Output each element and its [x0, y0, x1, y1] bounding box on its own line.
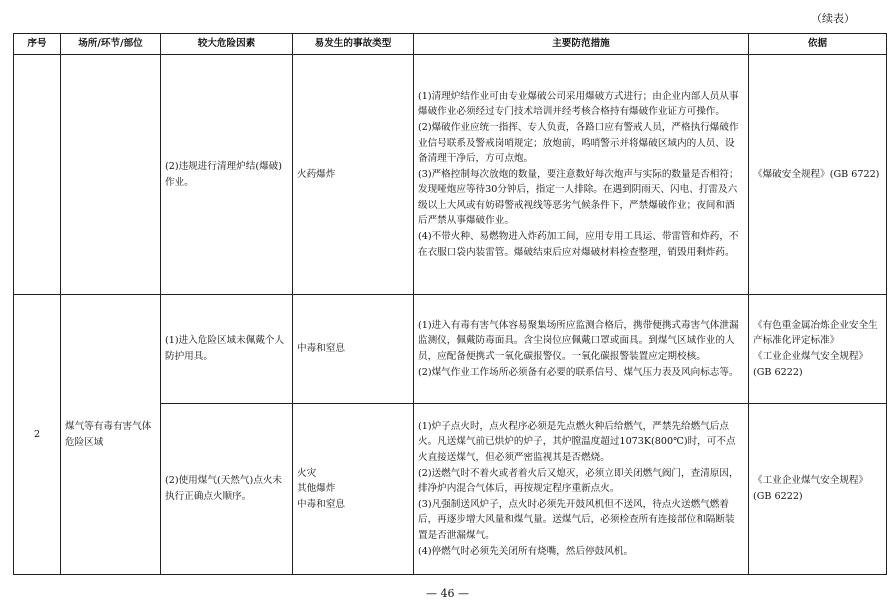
header-hazard: 较大危险因素: [161, 34, 293, 55]
header-seq: 序号: [14, 34, 61, 55]
header-location: 场所/环节/部位: [61, 34, 161, 55]
measure-item: (1)进入有毒有害气体容易聚集场所应监测合格后，携带便携式毒害气体泄漏监测仪，佩戴防毒面具。含尘岗位应佩戴口罩或面具。到煤气区域作业的人员，应配备便携式一氧化碳报警仪。一氧化碳报警装置应定期校核。: [418, 319, 739, 362]
measure-item: (2)爆破作业应统一指挥、专人负责，各路口应有警戒人员，严格执行爆破作业信号联系及警戒岗哨规定；放炮前，鸣哨警示并将爆破区域内的人员、设备清理干净后，方可点炮。: [418, 121, 739, 165]
hazard-cell: (2)使用煤气(天然气)点火未执行正确点火顺序。: [161, 404, 293, 575]
measure-item: (3)严格控制每次放炮的数量，要注意数好每次炮声与实际的数量是否相符；发现哑炮应等待30分钟后，指定一人排除。在遇到阴雨天、闪电、打雷及六级以上大风或有妨碍警戒视线等恶劣气候条件下，严禁爆破作业；夜间和酒后严禁从事爆破作业。: [418, 168, 739, 227]
seq-cell: 2: [14, 295, 61, 575]
measure-item: (4)停燃气时必须先关闭所有烧嘴，然后停鼓风机。: [418, 545, 634, 557]
measure-item: (4)不带火种、易燃物进入炸药加工间，应用专用工具运、带雷管和炸药，不在衣服口袋内装雷管。爆破结束后应对爆破材料检查整理，销毁用剩炸药。: [418, 231, 739, 258]
page-number: — 46 —: [426, 587, 469, 600]
measures-cell: [414, 55, 749, 295]
hazard-table: [13, 33, 887, 575]
measure-item: (2)送燃气时不着火或者着火后又熄灭，必须立即关闭燃气阀门，查清原因，排净炉内混合气体后，再按规定程序重新点火。: [418, 467, 739, 495]
table-header-row: [14, 34, 887, 55]
continued-label: （续表）: [811, 12, 855, 25]
measure-item: (1)清理炉结作业可由专业爆破公司采用爆破方式进行；由企业内部人员从事爆破作业必须经过专门技术培训并经考核合格持有爆破作业证方可操作。: [418, 90, 739, 118]
header-accident: 易发生的事故类型: [293, 34, 414, 55]
seq-cell: [14, 55, 61, 295]
measure-item: (3)凡强制送风炉子，点火时必须先开鼓风机但不送风，待点火送燃气燃着后，再逐步增大风量和煤气量。送煤气后，必须检查所有连接部位和隔断装置是否泄漏煤气。: [418, 498, 735, 541]
accident-cell: 火药爆炸: [293, 55, 414, 295]
header-basis: 依据: [749, 34, 887, 55]
header-measures: 主要防范措施: [414, 34, 749, 55]
basis-cell: [749, 295, 887, 404]
measures-cell: [414, 295, 749, 404]
accident-cell: [293, 404, 414, 575]
hazard-cell: (2)违规进行清理炉结(爆破)作业。: [161, 55, 293, 295]
accident-item: 火灾: [297, 467, 317, 479]
basis-cell: 《工业企业煤气安全规程》(GB 6222): [749, 404, 887, 575]
basis-cell: 《爆破安全规程》(GB 6722): [749, 55, 887, 295]
measure-item: (1)炉子点火时，点火程序必须是先点燃火种后给燃气，严禁先给燃气后点火。凡送煤气前已烘炉的炉子，其炉膛温度超过1073K(800℃)时，可不点火直接送煤气，但必须严密监视其是否燃烧。: [418, 420, 736, 464]
accident-item: 其他爆炸: [297, 483, 336, 495]
basis-item: 《工业企业煤气安全规程》(GB 6222): [753, 351, 869, 378]
table-row: [14, 295, 887, 404]
accident-cell: 中毒和窒息: [293, 295, 414, 404]
hazard-cell: (1)进入危险区域未佩戴个人防护用具。: [161, 295, 293, 404]
location-cell: 煤气等有毒有害气体危险区域: [61, 295, 161, 575]
table-row: [14, 55, 887, 295]
accident-item: 中毒和窒息: [297, 498, 345, 510]
location-cell: [61, 55, 161, 295]
measure-item: (2)煤气作业工作场所必须备有必要的联系信号、煤气压力表及风向标志等。: [418, 366, 739, 378]
measures-cell: [414, 404, 749, 575]
basis-item: 《有色重金属冶炼企业安全生产标准化评定标准》: [753, 319, 878, 347]
